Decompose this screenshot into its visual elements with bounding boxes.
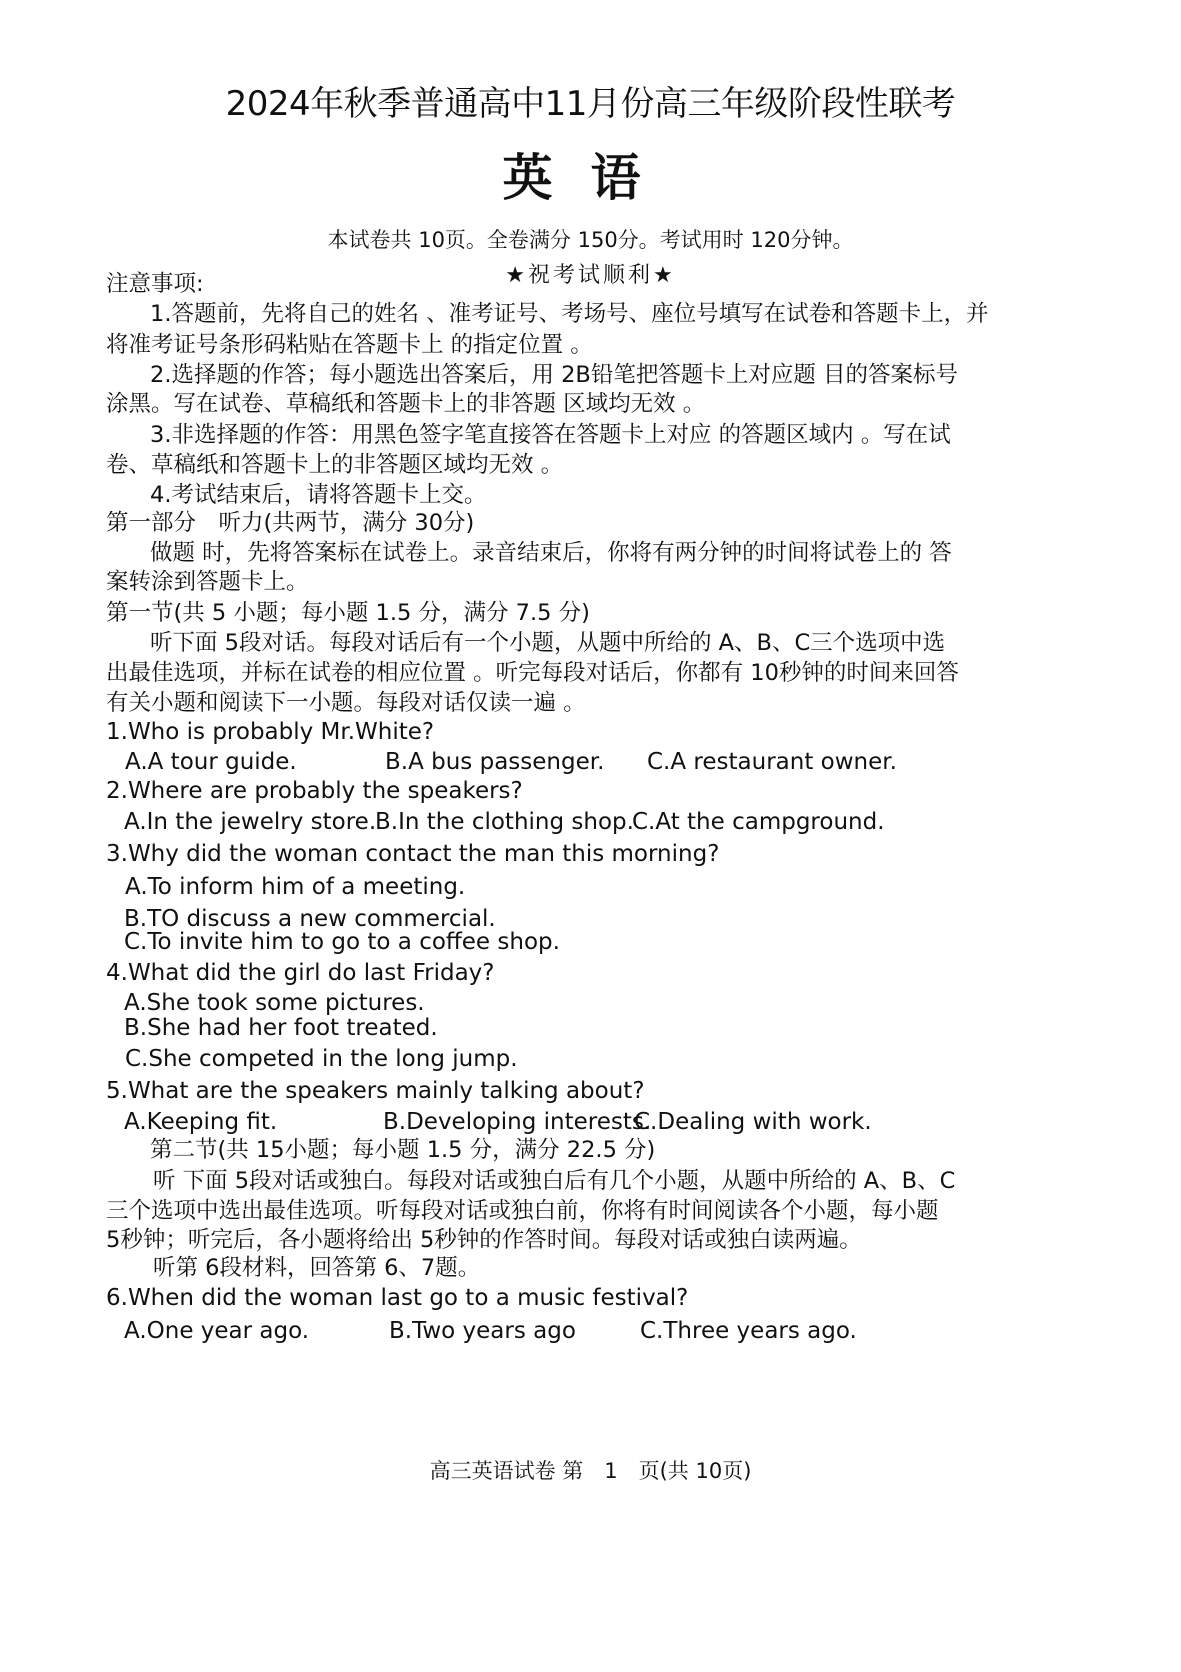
exam-info: 本试卷共 10页。全卷满分 150分。考试用时 120分钟。 [327, 228, 854, 252]
part1-heading: 第一部分 听力(共两节，满分 30分) [106, 510, 475, 536]
question-3-option-a: A.To inform him of a meeting. [125, 874, 466, 900]
note-1-line-2: 将准考证号条形码粘贴在答题卡上 的指定位置 。 [106, 332, 593, 358]
section2-heading: 第二节(共 15小题；每小题 1.5 分，满分 22.5 分) [150, 1137, 656, 1163]
section1-intro-line-2: 出最佳选项，并标在试卷的相应位置 。听完每段对话后，你都有 10秒钟的时间来回答 [106, 660, 959, 686]
note-3-line-1: 3.非选择题的作答：用黑色签字笔直接答在答题卡上对应 的答题区域内 。写在试 [150, 422, 951, 448]
notes-heading: 注意事项: [106, 271, 204, 297]
question-6-option-a: A.One year ago. [124, 1318, 310, 1344]
question-5-stem: 5.What are the speakers mainly talking about? [106, 1078, 645, 1104]
question-5-option-c: C.Dealing with work. [634, 1109, 872, 1135]
question-4-option-b: B.She had her foot treated. [124, 1015, 438, 1041]
question-2-option-a: A.In the jewelry store. [124, 809, 377, 835]
subject-title: 英语 [502, 148, 679, 207]
question-5-option-a: A.Keeping fit. [124, 1109, 278, 1135]
note-4: 4.考试结束后，请将答题卡上交。 [150, 482, 487, 508]
question-4-option-c: C.She competed in the long jump. [125, 1046, 518, 1072]
part1-intro-line-2: 案转涂到答题卡上。 [106, 569, 309, 595]
question-1-option-a: A.A tour guide. [125, 749, 297, 775]
note-2-line-2: 涂黑。写在试卷、草稿纸和答题卡上的非答题 区域均无效 。 [106, 391, 706, 417]
section1-intro-line-1: 听下面 5段对话。每段对话后有一个小题，从题中所给的 A、B、C三个选项中选 [150, 630, 946, 656]
part1-intro-line-1: 做题 时，先将答案标在试卷上。录音结束后，你将有两分钟的时间将试卷上的 答 [150, 540, 952, 566]
question-3-option-c: C.To invite him to go to a coffee shop. [124, 929, 560, 955]
question-1-option-c: C.A restaurant owner. [647, 749, 897, 775]
section2-intro-line-3: 5秒钟；听完后，各小题将给出 5秒钟的作答时间。每段对话或独白读两遍。 [106, 1227, 862, 1253]
note-1-line-1: 1.答题前，先将自己的姓名 、准考证号、考场号、座位号填写在试卷和答题卡上，并 [150, 301, 989, 327]
question-1-option-b: B.A bus passenger. [385, 749, 605, 775]
question-4-option-a: A.She took some pictures. [124, 990, 425, 1016]
question-6-option-c: C.Three years ago. [640, 1318, 857, 1344]
question-5-option-b: B.Developing interests. [383, 1109, 652, 1135]
exam-title: 2024年秋季普通高中11月份高三年级阶段性联考 [225, 84, 956, 124]
good-luck-line: ★祝考试顺利★ [505, 263, 676, 288]
question-4-stem: 4.What did the girl do last Friday? [106, 960, 495, 986]
page-footer: 高三英语试卷 第 1 页(共 10页) [429, 1459, 752, 1483]
question-2-option-c: C.At the campground. [632, 809, 885, 835]
section2-intro-line-1: 听 下面 5段对话或独白。每段对话或独白后有几个小题，从题中所给的 A、B、C [153, 1168, 956, 1194]
section1-heading: 第一节(共 5 小题；每小题 1.5 分，满分 7.5 分) [106, 600, 590, 626]
section1-intro-line-3: 有关小题和阅读下一小题。每段对话仅读一遍 。 [106, 690, 586, 716]
note-2-line-1: 2.选择题的作答；每小题选出答案后，用 2B铅笔把答题卡上对应题 目的答案标号 [150, 362, 959, 388]
question-3-option-b: B.TO discuss a new commercial. [124, 906, 496, 932]
note-3-line-2: 卷、草稿纸和答题卡上的非答题区域均无效 。 [106, 452, 564, 478]
question-2-stem: 2.Where are probably the speakers? [106, 778, 523, 804]
question-2-option-b: B.In the clothing shop. [375, 809, 634, 835]
section2-intro-line-2: 三个选项中选出最佳选项。听每段对话或独白前，你将有时间阅读各个小题，每小题 [106, 1198, 939, 1224]
material-6-instruction: 听第 6段材料，回答第 6、7题。 [153, 1255, 481, 1281]
question-6-stem: 6.When did the woman last go to a music festival? [106, 1285, 689, 1311]
question-1-stem: 1.Who is probably Mr.White? [106, 719, 435, 745]
question-6-option-b: B.Two years ago [389, 1318, 576, 1344]
question-3-stem: 3.Why did the woman contact the man this morning? [106, 841, 720, 867]
